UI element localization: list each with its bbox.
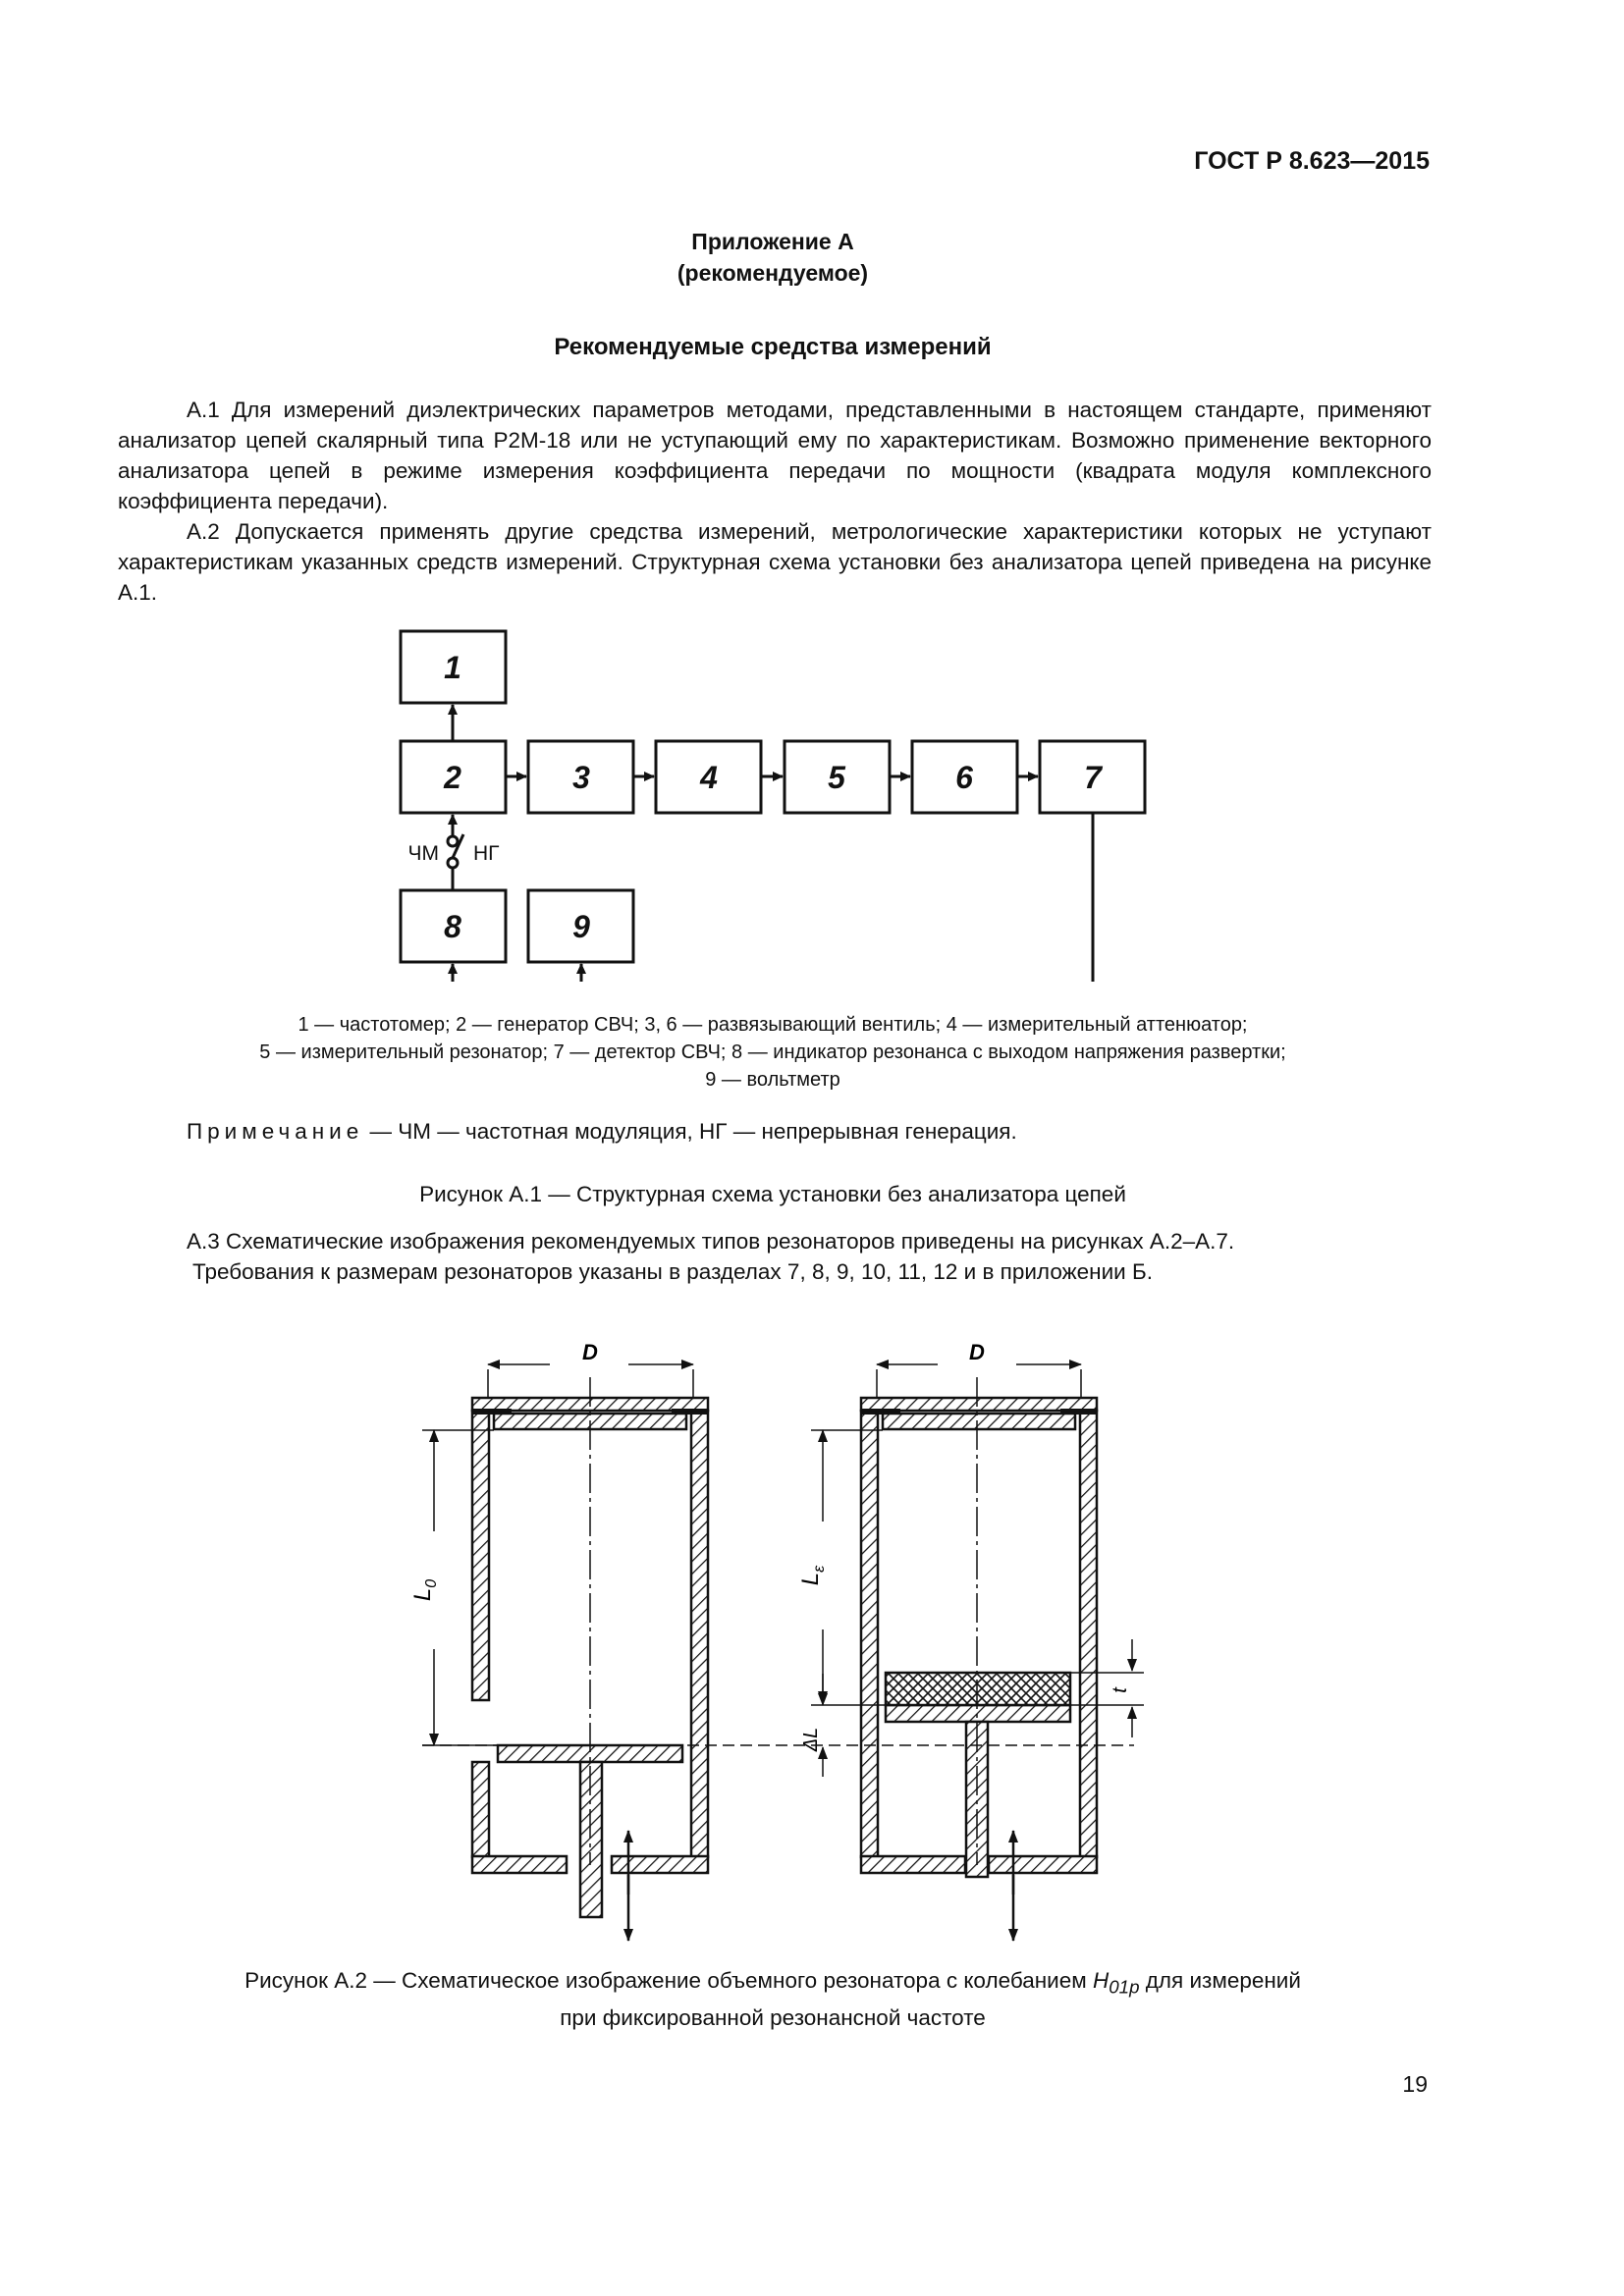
page-number: 19: [1402, 2071, 1428, 2097]
left-wall-left: [472, 1411, 489, 1700]
switch-contact-upper: [448, 836, 458, 846]
left-gasket-r: [672, 1409, 708, 1415]
paragraph-a1: А.1 Для измерений диэлектрических параметров методами, представленными в настоящем стандарте, применяют анализатор цепей скалярный типа Р2М-18 или не уступающий ему по характеристикам. Возможно применение векторного анализатора цепей в режиме измерения коэффициента передачи по мощности (квадрата модуля комплексного коэффициента передачи).: [118, 398, 1432, 513]
legend-line: 9 — вольтметр: [705, 1069, 840, 1091]
block-7-label: 7: [1084, 760, 1102, 795]
left-wall-left-lower: [472, 1762, 489, 1857]
resonator-with-sample: [797, 1340, 1144, 1941]
feedback-line: [453, 813, 1093, 982]
left-bottom-left: [472, 1856, 567, 1873]
right-gasket-r: [1060, 1409, 1097, 1415]
switch-label-fm: ЧМ: [407, 842, 439, 865]
figure-a2-caption-line1: Рисунок А.2 — Схематическое изображение объемного резонатора с колебанием $H_{01p}$ для измерений: [244, 1968, 1301, 1998]
right-wall-left: [861, 1411, 878, 1857]
right-dim-dl: ΔL: [800, 1727, 822, 1752]
switch-contact-lower: [448, 858, 458, 868]
note-text: — ЧМ — частотная модуляция, НГ — непрерывная генерация.: [363, 1119, 1017, 1144]
right-top-plate: [883, 1414, 1075, 1429]
left-gasket-l: [472, 1409, 512, 1415]
block-3-label: 3: [572, 760, 590, 795]
figure-a2-caption: [0, 1965, 1545, 2033]
figure-a1-caption: Рисунок А.1 — Структурная схема установки без анализатора цепей: [419, 1182, 1126, 1206]
block-9-label: 9: [572, 909, 590, 944]
figure-a2-diagram: [0, 1315, 1624, 1944]
paragraph-a3: [118, 1226, 1432, 1287]
block-2-label: 2: [444, 760, 461, 795]
right-bottom-left: [861, 1856, 965, 1873]
left-dim-l0: $L_0$: [409, 1578, 440, 1602]
figure-a1-legend: [0, 1011, 1545, 1094]
right-dim-t: t: [1110, 1687, 1131, 1693]
right-dim-d: D: [969, 1340, 985, 1364]
legend-line: 5 — измерительный резонатор; 7 — детектор СВЧ; 8 — индикатор резонанса с выходом напряжения развертки;: [259, 1041, 1286, 1063]
right-wall-right: [1080, 1411, 1097, 1857]
paragraph-a2: А.2 Допускается применять другие средства измерений, метрологические характеристики которых не уступают характеристикам указанных средств измерений. Структурная схема установки без анализатора цепей приведена на рисунке А.1.: [118, 519, 1432, 605]
right-bottom-right: [989, 1856, 1097, 1873]
left-bottom-right: [612, 1856, 708, 1873]
legend-line: 1 — частотомер; 2 — генератор СВЧ; 3, 6 — развязывающий вентиль; 4 — измерительный аттенюатор;: [298, 1014, 1248, 1036]
appendix-title: Приложение А: [691, 229, 854, 254]
figure-a2-caption-line2: при фиксированной резонансной частоте: [560, 2004, 986, 2030]
figure-a1-note: [187, 1119, 1017, 1145]
switch-label-cw: НГ: [473, 842, 500, 865]
standard-number: ГОСТ Р 8.623—2015: [1194, 147, 1430, 175]
left-rod: [580, 1762, 602, 1917]
block-6-label: 6: [955, 760, 973, 795]
block-4-label: 4: [700, 760, 718, 795]
block-5-label: 5: [828, 760, 845, 795]
left-dim-d: D: [582, 1340, 598, 1364]
paragraph-a3-line2: Требования к размерам резонаторов указаны в разделах 7, 8, 9, 10, 11, 12 и в приложении Б.: [192, 1259, 1153, 1284]
appendix-status: (рекомендуемое): [677, 260, 869, 286]
figure-a1-diagram: [0, 0, 1624, 982]
resonator-empty: [409, 1340, 708, 1941]
note-word: Примечание: [187, 1119, 364, 1144]
right-gasket-l: [861, 1409, 900, 1415]
section-title: Рекомендуемые средства измерений: [554, 334, 992, 360]
paragraph-a3-line1: А.3 Схематические изображения рекомендуемых типов резонаторов приведены на рисунках А.2–А.7.: [187, 1229, 1235, 1254]
dielectric-sample: [886, 1673, 1070, 1705]
right-piston: [886, 1705, 1070, 1722]
block-1-label: 1: [444, 650, 461, 685]
left-wall-right: [691, 1411, 708, 1857]
block-8-label: 8: [444, 909, 461, 944]
right-dim-le: $L_\varepsilon$: [797, 1565, 828, 1586]
